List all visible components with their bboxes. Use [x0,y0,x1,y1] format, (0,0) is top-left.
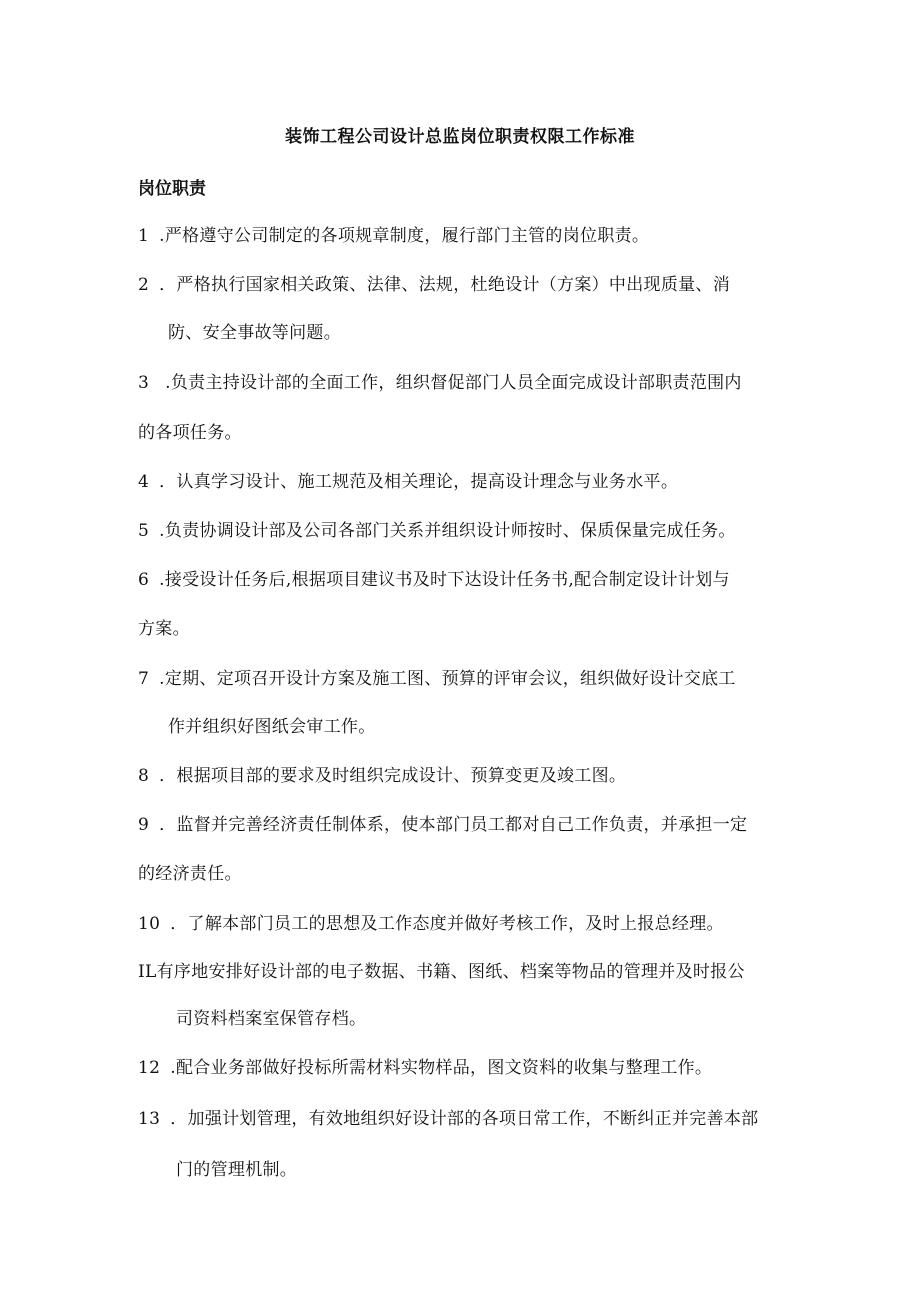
item-text: ．加强计划管理，有效地组织好设计部的各项日常工作，不断纠正并完善本部 [170,1109,759,1129]
list-item [138,221,649,246]
item-text: .负责主持设计部的全面工作，组织督促部门人员全面完成设计部职责范围内 [165,373,742,393]
item-continuation: 防、安全事故等问题。 [168,323,341,343]
item-number: 13 [138,1109,161,1129]
item-text: ．根据项目部的要求及时组织完成设计、预算变更及竣工图。 [159,766,627,786]
list-item [138,368,742,393]
list-item [138,1104,758,1129]
list-item [138,761,626,786]
item-text: .负责协调设计部及公司各部门关系并组织设计师按时、保质保量完成任务。 [159,521,736,541]
document-title: 装饰工程公司设计总监岗位职责权限工作标准 [285,127,635,147]
list-item [138,957,745,982]
item-number: 5 [138,521,150,541]
item-text: .定期、定项召开设计方案及施工图、预算的评审会议，组织做好设计交底工 [159,669,736,689]
item-continuation: 方案。 [138,619,190,639]
list-item [138,565,730,590]
list-item [138,516,736,541]
item-continuation: 的各项任务。 [138,423,242,443]
item-number: 4 [138,472,150,492]
item-number: 9 [138,815,150,835]
item-continuation: 门的管理机制。 [176,1160,298,1180]
item-number: 8 [138,766,150,786]
item-text: ．监督并完善经济责任制体系，使本部门员工都对自己工作负责，并承担一定 [159,815,748,835]
item-continuation: 司资料档案室保管存档。 [176,1009,367,1029]
item-text: ．严格执行国家相关政策、法律、法规，杜绝设计（方案）中出现质量、消 [159,275,731,295]
item-number: 10 [138,914,161,934]
list-item [138,810,747,835]
item-number: 1 [138,226,150,246]
item-text: .配合业务部做好投标所需材料实物样品，图文资料的收集与整理工作。 [170,1058,713,1078]
item-continuation: 的经济责任。 [138,864,242,884]
item-number: 6 [138,570,150,590]
item-number: 7 [138,669,150,689]
section-heading: 岗位职责 [138,179,206,199]
item-continuation: 作并组织好图纸会审工作。 [168,717,376,737]
list-item [138,909,724,934]
item-text: .严格遵守公司制定的各项规章制度，履行部门主管的岗位职责。 [159,226,650,246]
list-item [138,1053,712,1078]
item-number: IL [138,962,157,982]
item-text: .接受设计任务后,根据项目建议书及时下达设计任务书,配合制定设计计划与 [159,570,730,590]
list-item [138,270,730,295]
item-number: 12 [138,1058,161,1078]
list-item [138,664,736,689]
item-number: 3 [138,373,150,393]
item-text: 有序地安排好设计部的电子数据、书籍、图纸、档案等物品的管理并及时报公 [156,962,745,982]
item-number: 2 [138,275,150,295]
item-text: ．了解本部门员工的思想及工作态度并做好考核工作，及时上报总经理。 [170,914,724,934]
list-item [138,467,678,492]
item-text: ．认真学习设计、施工规范及相关理论，提高设计理念与业务水平。 [159,472,679,492]
